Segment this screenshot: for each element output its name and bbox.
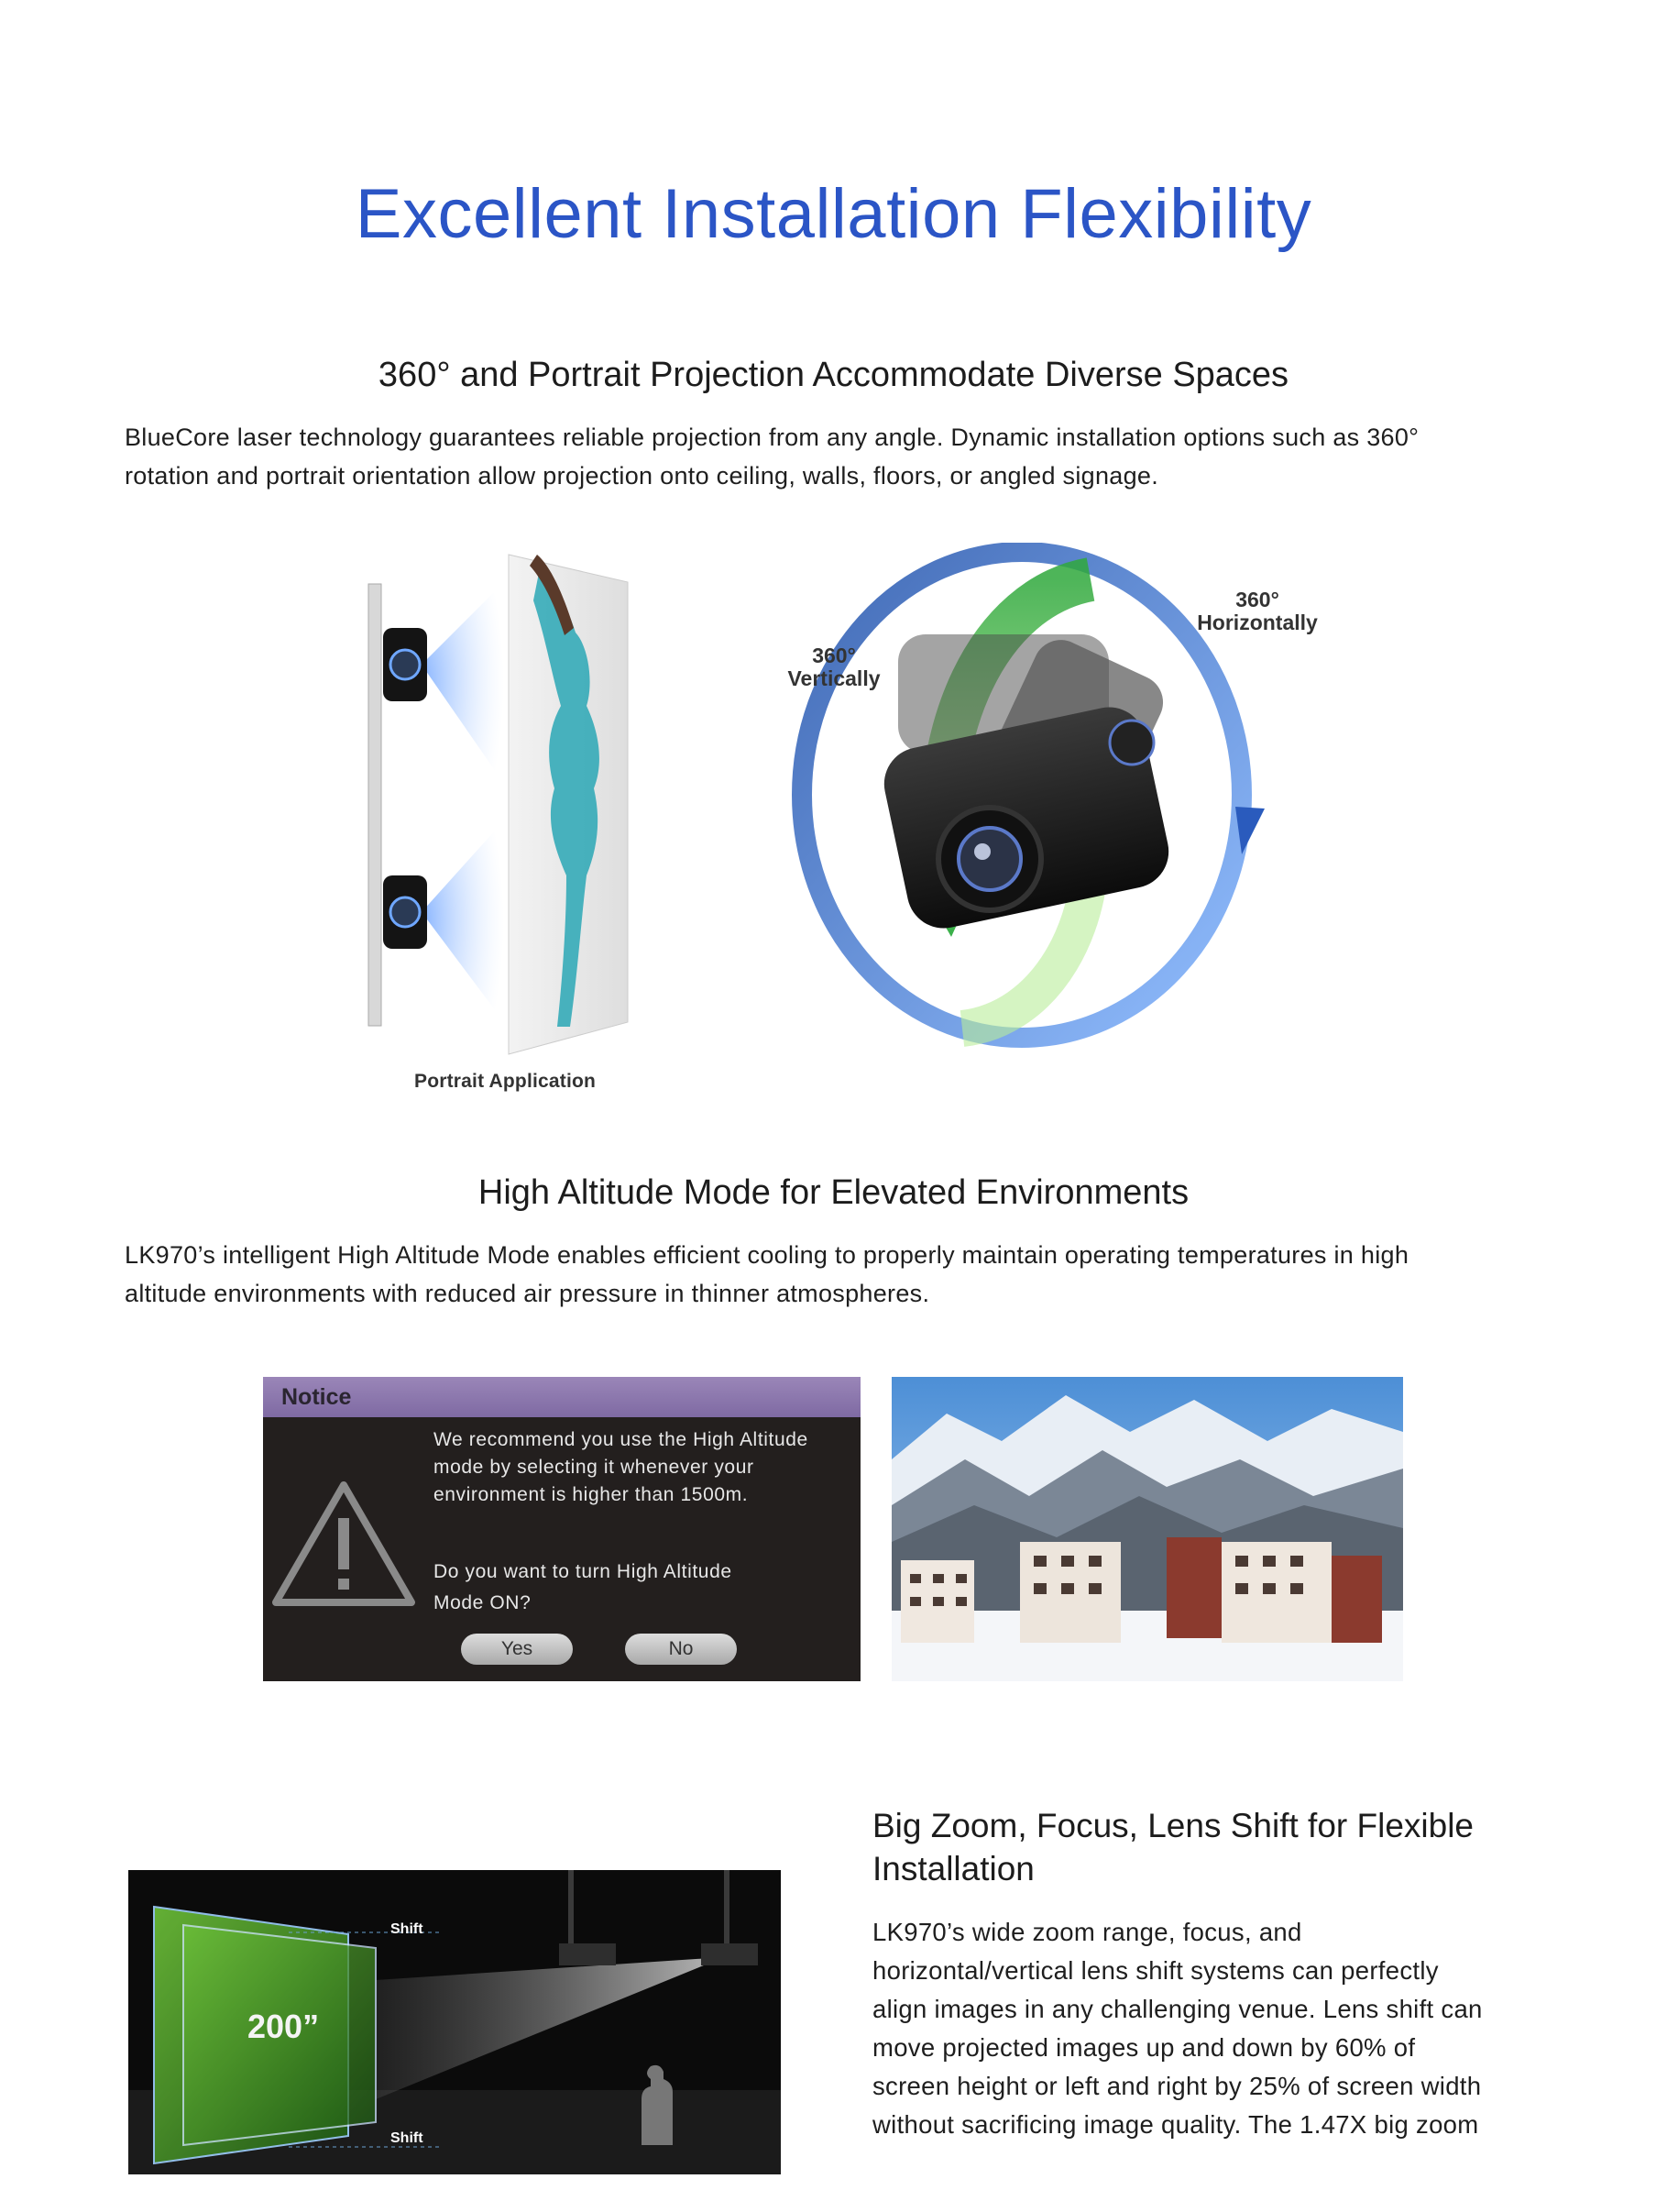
portrait-application-illustration [357, 545, 642, 1059]
section-lens-paragraph [872, 1913, 1541, 2144]
paragraph-line: rotation and portrait orientation allow projection onto ceiling, walls, floors, or angled signage. [125, 462, 1159, 490]
horizontal-degree: 360° [1235, 588, 1279, 611]
paragraph-line: align images in any challenging venue. Lens shift can [872, 1995, 1483, 2023]
heading-line: Big Zoom, Focus, Lens Shift for Flexible [872, 1807, 1474, 1844]
screen-size-label: 200” [247, 2008, 320, 2045]
section-heading-360: 360° and Portrait Projection Accommodate Diverse Spaces [378, 356, 1289, 394]
vertical-rotation-label [781, 644, 887, 690]
notice-message-line: environment is higher than 1500m. [433, 1484, 749, 1505]
section-heading-altitude: High Altitude Mode for Elevated Environments [477, 1173, 1190, 1212]
horizontal-text: Horizontally [1197, 611, 1318, 634]
warning-icon [270, 1480, 417, 1610]
section-altitude-paragraph [125, 1236, 1536, 1313]
paragraph-line: screen height or left and right by 25% of screen width [872, 2072, 1482, 2100]
notice-title: Notice [263, 1377, 861, 1417]
notice-question-line: Do you want to turn High Altitude [433, 1561, 732, 1582]
paragraph-line: move projected images up and down by 60% of [872, 2033, 1416, 2062]
portrait-application-caption: Portrait Application [414, 1071, 597, 1092]
lens-shift-illustration [128, 1870, 781, 2174]
vertical-degree: 360° [812, 644, 856, 667]
mountain-resort-photo [892, 1377, 1403, 1681]
shift-label-bottom: Shift [390, 2130, 423, 2146]
paragraph-line: without sacrificing image quality. The 1.47X big zoom [872, 2110, 1479, 2139]
paragraph-line: LK970’s intelligent High Altitude Mode enables efficient cooling to properly maintain operating temperatures in high [125, 1241, 1409, 1269]
notice-message-line: We recommend you use the High Altitude [433, 1429, 808, 1450]
paragraph-line: LK970’s wide zoom range, focus, and [872, 1918, 1302, 1946]
paragraph-line: BlueCore laser technology guarantees reliable projection from any angle. Dynamic installation options such as 360° [125, 424, 1420, 451]
notice-question [433, 1557, 855, 1619]
lens-shift-graphic [128, 1870, 781, 2174]
paragraph-line: horizontal/vertical lens shift systems can perfectly [872, 1956, 1439, 1985]
page-title: Excellent Installation Flexibility [355, 175, 1312, 253]
vertical-text: Vertically [787, 666, 881, 690]
yes-button[interactable]: Yes [461, 1634, 573, 1665]
notice-question-line: Mode ON? [433, 1592, 532, 1613]
notice-message [433, 1426, 855, 1509]
no-button[interactable]: No [625, 1634, 737, 1665]
heading-line: Installation [872, 1850, 1035, 1887]
shift-label-top: Shift [390, 1921, 423, 1937]
section-360-paragraph [125, 418, 1536, 495]
section-heading-lens-shift [872, 1804, 1551, 1890]
high-altitude-notice-dialog [263, 1377, 861, 1681]
notice-message-line: mode by selecting it whenever your [433, 1457, 754, 1478]
horizontal-rotation-label [1193, 589, 1322, 634]
paragraph-line: altitude environments with reduced air pressure in thinner atmospheres. [125, 1280, 930, 1307]
